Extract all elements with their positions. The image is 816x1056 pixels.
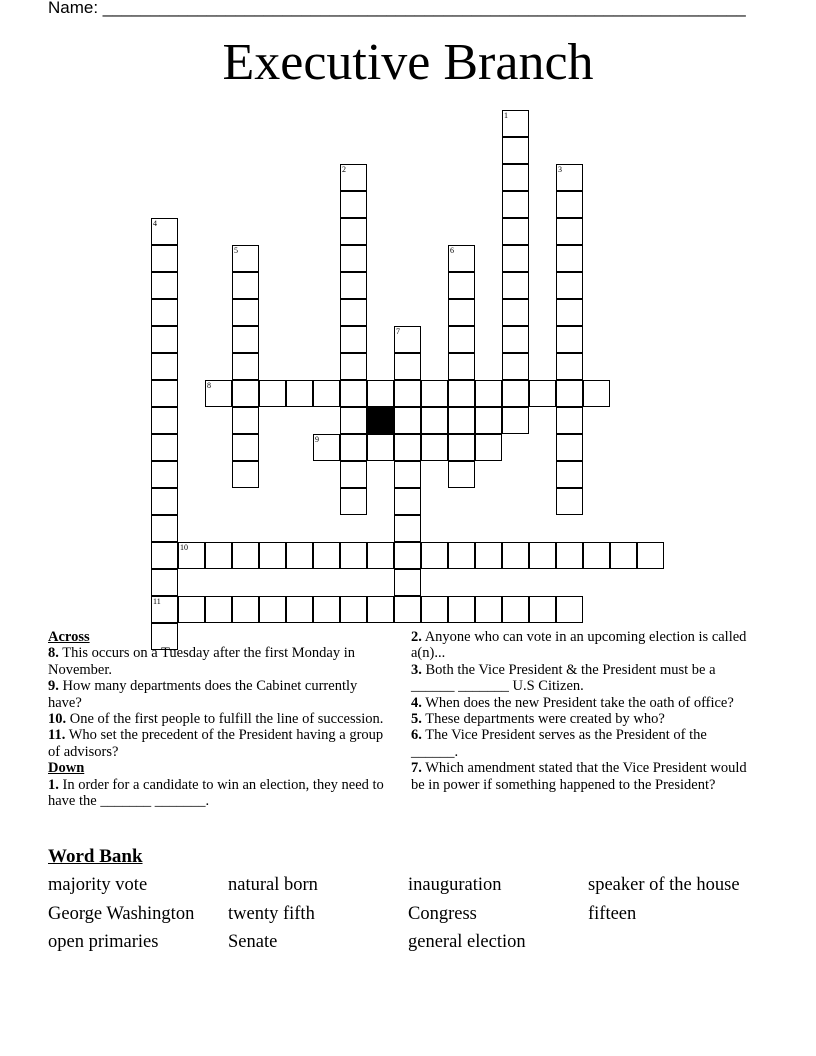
crossword-cell[interactable] xyxy=(205,380,232,407)
down-clue-6: 6. The Vice President serves as the President of the ______. xyxy=(411,727,707,760)
crossword-cell[interactable] xyxy=(394,461,421,488)
crossword-cell[interactable] xyxy=(394,380,421,407)
crossword-cell[interactable] xyxy=(151,380,178,407)
crossword-cell[interactable] xyxy=(259,596,286,623)
word-bank-item: open primaries xyxy=(48,932,159,952)
crossword-cell[interactable] xyxy=(340,542,367,569)
crossword-cell[interactable] xyxy=(637,542,664,569)
crossword-cell[interactable] xyxy=(340,164,367,191)
word-bank-item: fifteen xyxy=(588,904,637,924)
crossword-cell[interactable] xyxy=(556,380,583,407)
crossword-cell[interactable] xyxy=(394,596,421,623)
crossword-cell[interactable] xyxy=(367,434,394,461)
word-bank-item: inauguration xyxy=(408,875,502,895)
crossword-cell[interactable] xyxy=(151,326,178,353)
crossword-cell[interactable] xyxy=(394,569,421,596)
crossword-cell[interactable] xyxy=(340,461,367,488)
clues-right-column xyxy=(411,629,756,793)
crossword-cell[interactable] xyxy=(394,542,421,569)
crossword-cell[interactable] xyxy=(556,434,583,461)
crossword-cell[interactable] xyxy=(232,434,259,461)
crossword-cell[interactable] xyxy=(394,488,421,515)
clue-number: 5 xyxy=(234,246,238,255)
down-clue-4: 4. When does the new President take the oath of office? xyxy=(411,694,734,711)
crossword-cell[interactable] xyxy=(286,596,313,623)
crossword-cell[interactable] xyxy=(151,245,178,272)
crossword-cell[interactable] xyxy=(448,245,475,272)
crossword-cell[interactable] xyxy=(556,353,583,380)
crossword-cell[interactable] xyxy=(502,245,529,272)
crossword-cell[interactable] xyxy=(178,542,205,569)
crossword-cell[interactable] xyxy=(502,299,529,326)
crossword-cell[interactable] xyxy=(232,245,259,272)
crossword-cell[interactable] xyxy=(502,542,529,569)
crossword-cell[interactable] xyxy=(151,569,178,596)
clue-number: 10 xyxy=(180,543,188,552)
crossword-cell[interactable] xyxy=(232,353,259,380)
crossword-cell[interactable] xyxy=(475,407,502,434)
crossword-cell[interactable] xyxy=(556,461,583,488)
crossword-cell[interactable] xyxy=(394,434,421,461)
crossword-cell[interactable] xyxy=(502,272,529,299)
clue-number: 8 xyxy=(207,381,211,390)
crossword-cell[interactable] xyxy=(232,542,259,569)
crossword-cell[interactable] xyxy=(340,380,367,407)
crossword-cell[interactable] xyxy=(313,542,340,569)
clue-number: 7 xyxy=(396,327,400,336)
crossword-cell[interactable] xyxy=(340,596,367,623)
clues-left-column xyxy=(48,629,393,809)
crossword-cell[interactable] xyxy=(232,596,259,623)
down-clue-3: 3. Both the Vice President & the President must be a ______ _______ U.S Citizen. xyxy=(411,661,716,695)
across-clue-8: 8. This occurs on a Tuesday after the first Monday in November. xyxy=(48,645,356,678)
crossword-cell[interactable] xyxy=(448,272,475,299)
crossword-cell[interactable] xyxy=(205,596,232,623)
name-line: Name: ____________________________________________________________________ xyxy=(48,0,746,17)
crossword-cell[interactable] xyxy=(259,380,286,407)
crossword-cell[interactable] xyxy=(475,596,502,623)
crossword-cell[interactable] xyxy=(448,596,475,623)
crossword-cell[interactable] xyxy=(421,407,448,434)
crossword-cell[interactable] xyxy=(502,110,529,137)
crossword-cell[interactable] xyxy=(502,326,529,353)
crossword-cell[interactable] xyxy=(583,380,610,407)
crossword-cell[interactable] xyxy=(232,461,259,488)
down-clue-1: 1. In order for a candidate to win an election, they need to have the _______ _______. xyxy=(48,776,384,810)
crossword-cell[interactable] xyxy=(475,380,502,407)
across-clue-11: 11. Who set the precedent of the President having a group of advisors? xyxy=(48,727,384,760)
crossword-cell[interactable] xyxy=(151,272,178,299)
crossword-cell[interactable] xyxy=(556,164,583,191)
word-bank-item: natural born xyxy=(228,875,318,895)
crossword-cell[interactable] xyxy=(313,434,340,461)
crossword-cell[interactable] xyxy=(259,542,286,569)
crossword-cell[interactable] xyxy=(232,380,259,407)
crossword-cell[interactable] xyxy=(502,164,529,191)
crossword-cell[interactable] xyxy=(340,488,367,515)
crossword-cell[interactable] xyxy=(394,326,421,353)
across-heading: Across xyxy=(48,629,90,645)
crossword-cell[interactable] xyxy=(448,380,475,407)
crossword-cell[interactable] xyxy=(502,596,529,623)
crossword-cell[interactable] xyxy=(340,299,367,326)
crossword-cell[interactable] xyxy=(556,488,583,515)
word-bank-item: George Washington xyxy=(48,904,195,924)
crossword-cell[interactable] xyxy=(394,407,421,434)
crossword-cell[interactable] xyxy=(448,353,475,380)
crossword-cell[interactable] xyxy=(151,542,178,569)
crossword-cell[interactable] xyxy=(502,407,529,434)
crossword-cell[interactable] xyxy=(178,596,205,623)
crossword-cell[interactable] xyxy=(151,461,178,488)
crossword-cell[interactable] xyxy=(151,407,178,434)
crossword-cell[interactable] xyxy=(394,515,421,542)
crossword-cell[interactable] xyxy=(340,218,367,245)
crossword-cell[interactable] xyxy=(529,596,556,623)
crossword-cell[interactable] xyxy=(502,218,529,245)
crossword-cell[interactable] xyxy=(502,137,529,164)
crossword-cell[interactable] xyxy=(583,542,610,569)
crossword-black-cell xyxy=(367,407,394,434)
crossword-cell[interactable] xyxy=(151,515,178,542)
crossword-cell[interactable] xyxy=(556,218,583,245)
crossword-cell[interactable] xyxy=(556,299,583,326)
crossword-cell[interactable] xyxy=(151,299,178,326)
crossword-cell[interactable] xyxy=(286,542,313,569)
crossword-cell[interactable] xyxy=(151,596,178,623)
crossword-cell[interactable] xyxy=(205,542,232,569)
crossword-cell[interactable] xyxy=(421,542,448,569)
crossword-cell[interactable] xyxy=(232,407,259,434)
crossword-cell[interactable] xyxy=(448,299,475,326)
crossword-cell[interactable] xyxy=(313,380,340,407)
crossword-cell[interactable] xyxy=(232,272,259,299)
crossword-cell[interactable] xyxy=(448,542,475,569)
word-bank-title: Word Bank xyxy=(48,846,143,867)
crossword-cell[interactable] xyxy=(313,596,340,623)
down-clue-5: 5. These departments were created by who? xyxy=(411,711,665,728)
crossword-cell[interactable] xyxy=(421,434,448,461)
crossword-cell[interactable] xyxy=(232,299,259,326)
clue-number: 11 xyxy=(153,597,161,606)
down-clue-2: 2. Anyone who can vote in an upcoming election is called a(n)... xyxy=(411,629,747,662)
crossword-cell[interactable] xyxy=(556,326,583,353)
crossword-cell[interactable] xyxy=(421,596,448,623)
crossword-cell[interactable] xyxy=(340,434,367,461)
clue-number: 9 xyxy=(315,435,319,444)
crossword-cell[interactable] xyxy=(475,434,502,461)
crossword-cell[interactable] xyxy=(340,191,367,218)
crossword-cell[interactable] xyxy=(529,542,556,569)
crossword-cell[interactable] xyxy=(556,272,583,299)
crossword-cell[interactable] xyxy=(502,353,529,380)
crossword-cell[interactable] xyxy=(151,488,178,515)
crossword-cell[interactable] xyxy=(448,434,475,461)
crossword-cell[interactable] xyxy=(340,353,367,380)
down-clue-7: 7. Which amendment stated that the Vice President would be in power if something happened to the President? xyxy=(411,760,747,793)
crossword-cell[interactable] xyxy=(232,326,259,353)
crossword-cell[interactable] xyxy=(556,245,583,272)
crossword-cell[interactable] xyxy=(556,191,583,218)
crossword-cell[interactable] xyxy=(502,191,529,218)
word-bank-item: speaker of the house xyxy=(588,875,740,895)
crossword-cell[interactable] xyxy=(151,353,178,380)
crossword-cell[interactable] xyxy=(367,542,394,569)
crossword-cell[interactable] xyxy=(556,596,583,623)
clue-number: 2 xyxy=(342,165,346,174)
crossword-cell[interactable] xyxy=(340,326,367,353)
clue-number: 6 xyxy=(450,246,454,255)
across-clue-10: 10. One of the first people to fulfill the line of succession. xyxy=(48,711,384,728)
crossword-cell[interactable] xyxy=(556,407,583,434)
word-bank-item: general election xyxy=(408,932,526,952)
page-title: Executive Branch xyxy=(222,34,594,91)
word-bank-item: Senate xyxy=(228,932,278,952)
crossword-cell[interactable] xyxy=(529,380,556,407)
crossword-cell[interactable] xyxy=(502,380,529,407)
crossword-cell[interactable] xyxy=(448,461,475,488)
clue-number: 4 xyxy=(153,219,157,228)
crossword-cell[interactable] xyxy=(286,380,313,407)
crossword-cell[interactable] xyxy=(340,407,367,434)
crossword-cell[interactable] xyxy=(448,407,475,434)
word-bank-item: majority vote xyxy=(48,875,148,895)
crossword-cell[interactable] xyxy=(475,542,502,569)
crossword-cell[interactable] xyxy=(151,218,178,245)
crossword-cell[interactable] xyxy=(367,596,394,623)
crossword-cell[interactable] xyxy=(367,380,394,407)
across-clue-9: 9. How many departments does the Cabinet currently have? xyxy=(48,678,358,711)
crossword-cell[interactable] xyxy=(610,542,637,569)
crossword-cell[interactable] xyxy=(448,326,475,353)
down-heading: Down xyxy=(48,760,85,777)
crossword-cell[interactable] xyxy=(340,272,367,299)
clue-number: 1 xyxy=(504,111,508,120)
crossword-cell[interactable] xyxy=(151,434,178,461)
crossword-cell[interactable] xyxy=(394,353,421,380)
crossword-cell[interactable] xyxy=(556,542,583,569)
clue-number: 3 xyxy=(558,165,562,174)
word-bank-item: Congress xyxy=(408,904,477,924)
word-bank-item: twenty fifth xyxy=(228,904,315,924)
crossword-cell[interactable] xyxy=(421,380,448,407)
crossword-cell[interactable] xyxy=(340,245,367,272)
